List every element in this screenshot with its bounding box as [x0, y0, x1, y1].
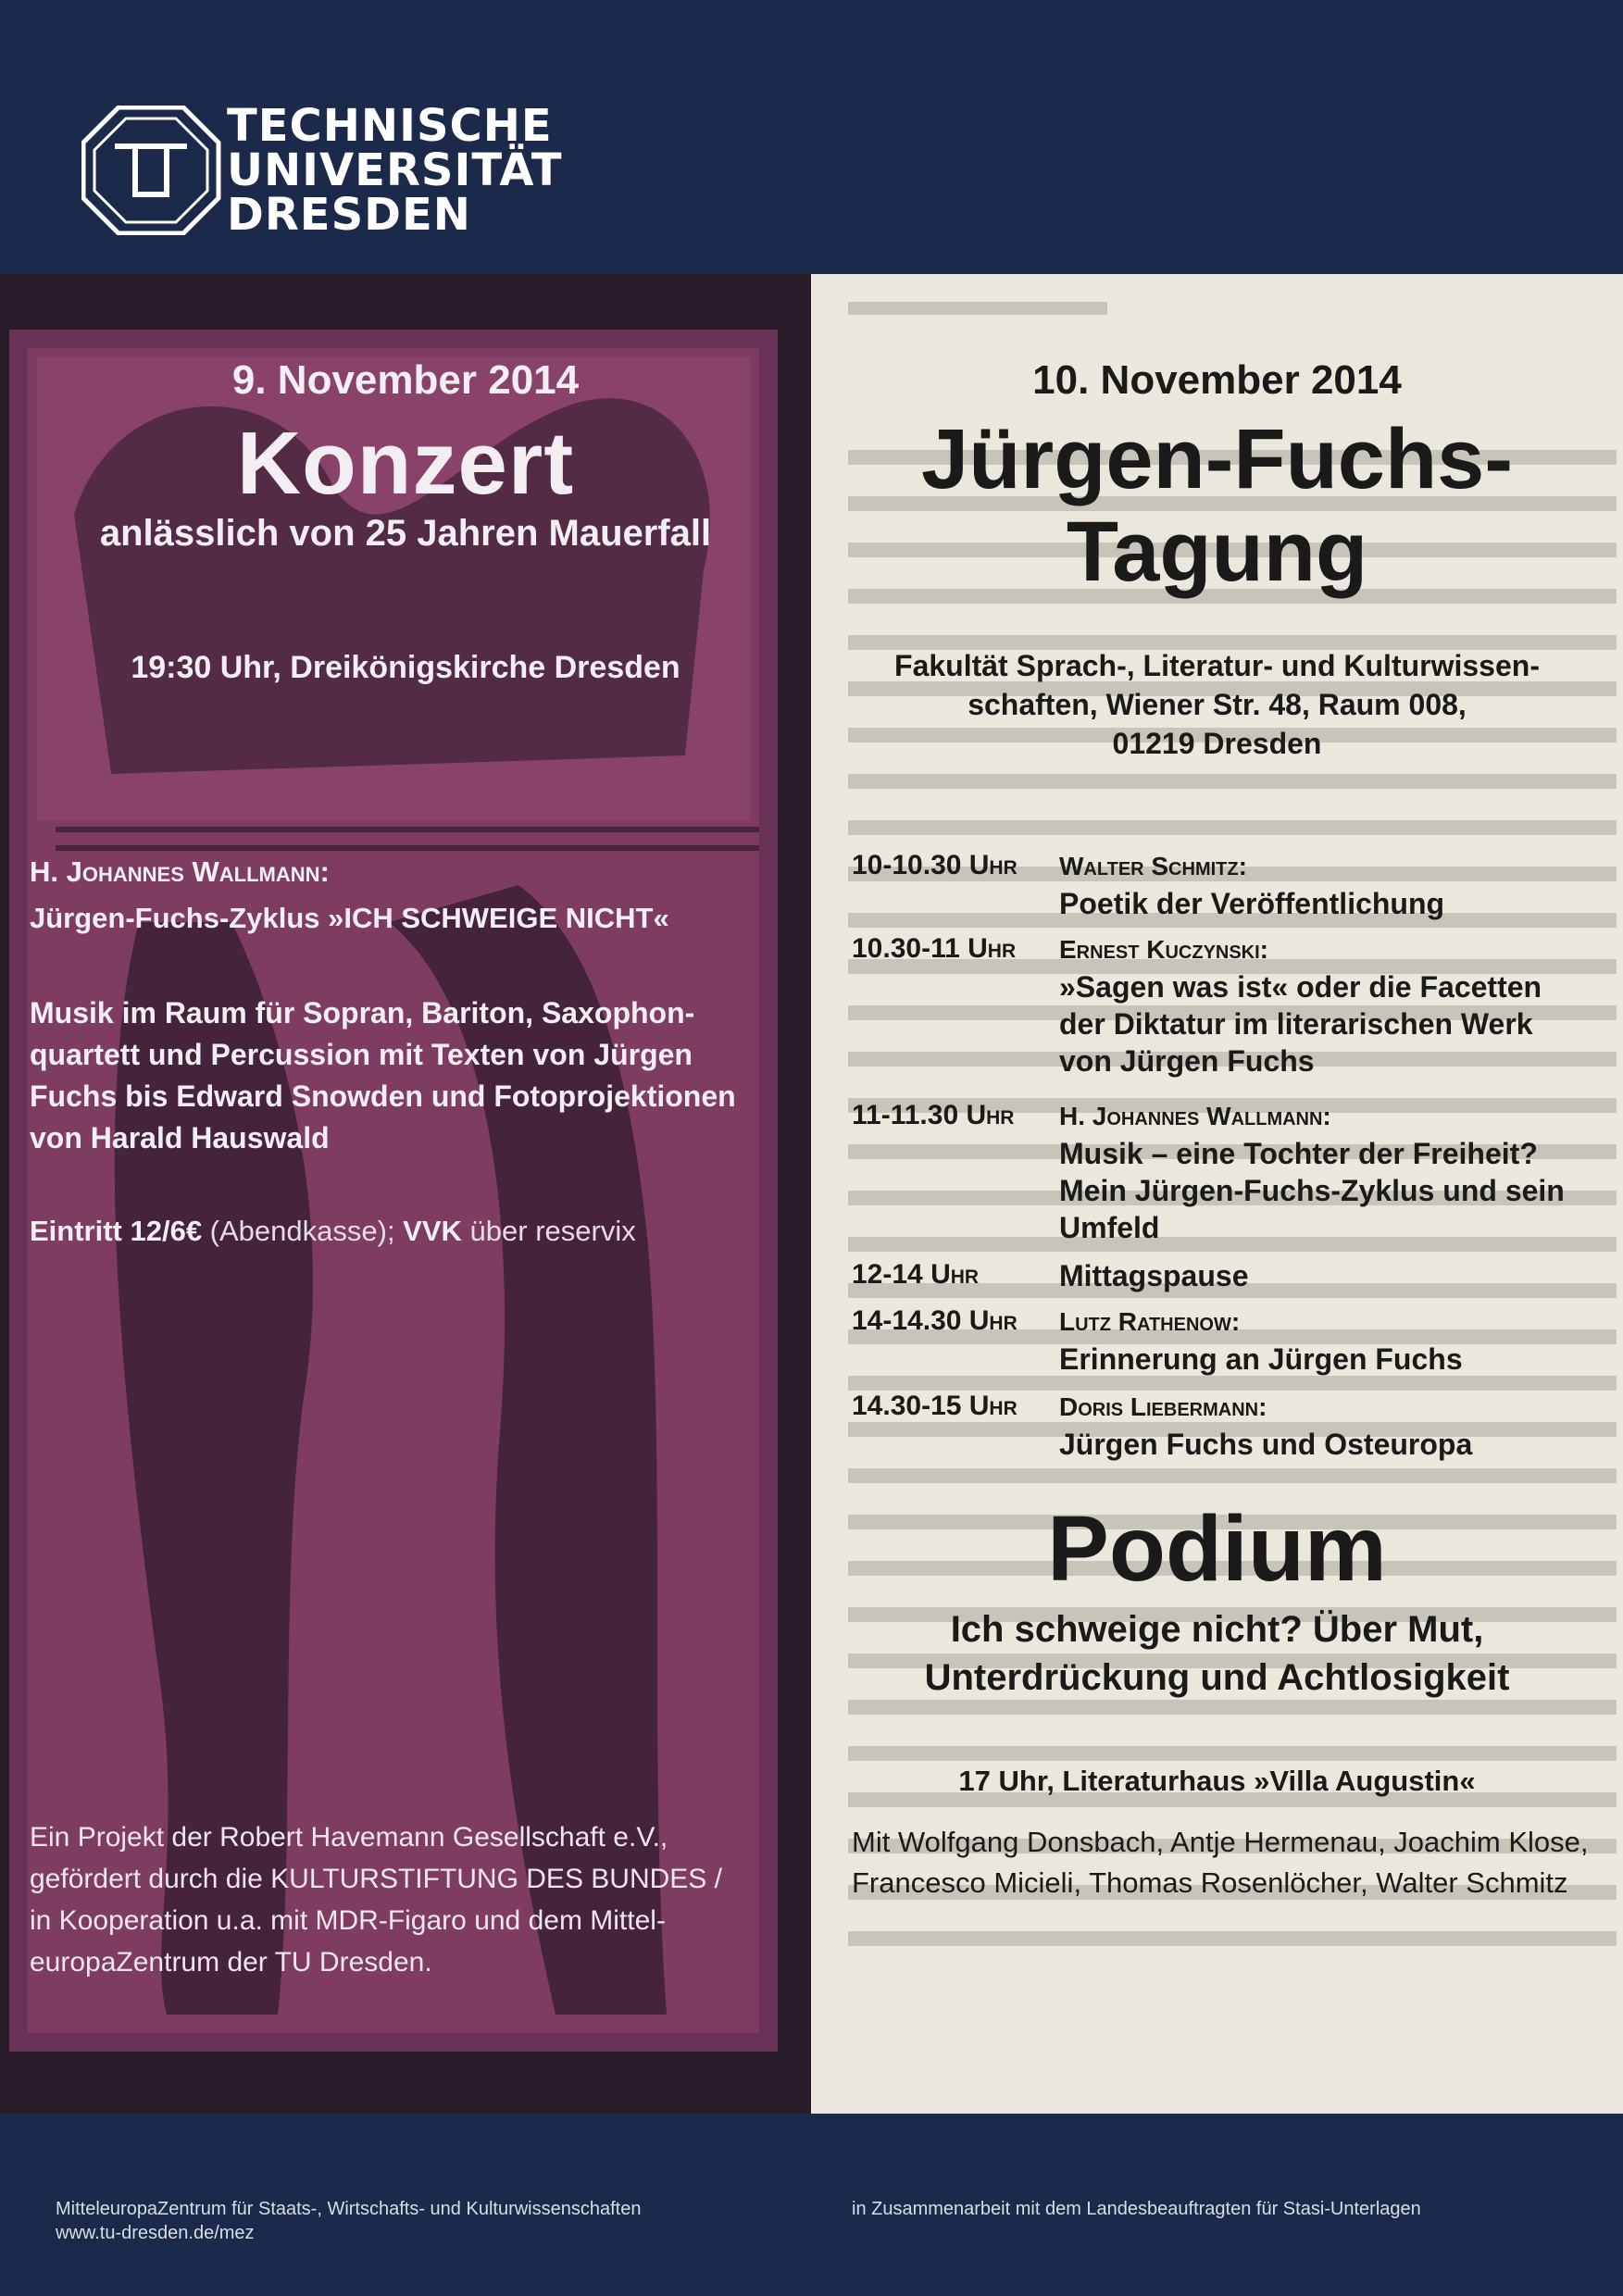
entry-vvk-note: über reservix: [461, 1215, 636, 1247]
venue-line: Fakultät Sprach-, Literatur- und Kulturwissen-: [894, 649, 1540, 682]
podium-guests: Mit Wolfgang Donsbach, Antje Hermenau, Joachim Klose, Francesco Micieli, Thomas Rosenlöcher, Walter Schmitz: [852, 1826, 1589, 1899]
conference-panel: [811, 274, 1623, 2114]
schedule-speaker: H. Johannes Wallmann:: [1059, 1102, 1331, 1130]
schedule-speaker: Doris Liebermann:: [1059, 1392, 1267, 1421]
venue-line: schaften, Wiener Str. 48, Raum 008,: [968, 688, 1467, 721]
credit-line: Ein Projekt der Robert Havemann Gesellschaft e.V.,: [30, 1822, 668, 1853]
conference-date: 10. November 2014: [1032, 357, 1402, 403]
footer-cooperation: in Zusammenarbeit mit dem Landesbeauftragten für Stasi-Unterlagen: [852, 2199, 1421, 2219]
logo-line-2: UNIVERSITÄT: [227, 144, 563, 196]
entry-price-note: (Abendkasse);: [202, 1215, 404, 1247]
composer-name: H. Johannes Wallmann:: [30, 855, 330, 888]
concert-description: [30, 992, 736, 1159]
schedule-talk: »Sagen was ist« oder die Facetten: [1059, 970, 1542, 1004]
schedule-time: 10.30-11 Uhr: [852, 933, 1017, 964]
credit-line: gefördert durch die KULTURSTIFTUNG DES BUNDES /: [30, 1864, 722, 1894]
entry-vvk: VVK: [403, 1215, 462, 1247]
credit-line: in Kooperation u.a. mit MDR-Figaro und dem Mittel-: [30, 1905, 666, 1936]
schedule-talk: Musik – eine Tochter der Freiheit?: [1059, 1137, 1538, 1170]
concert-title: Konzert: [236, 414, 575, 513]
podium-subtitle-line: Unterdrückung und Achtlosigkeit: [924, 1657, 1510, 1698]
schedule-speaker: Walter Schmitz:: [1059, 852, 1247, 880]
concert-time-place: 19:30 Uhr, Dreikönigskirche Dresden: [131, 650, 680, 685]
project-credits: [30, 1816, 722, 1983]
university-name: [227, 100, 563, 241]
description-line: Musik im Raum für Sopran, Bariton, Saxophon-: [30, 996, 695, 1029]
footer-bar: [0, 2114, 1623, 2296]
podium-subtitle: [811, 1605, 1623, 1702]
entry-info: [30, 1215, 636, 1248]
schedule-time: 12-14 Uhr: [852, 1259, 980, 1290]
podium-subtitle-line: Ich schweige nicht? Über Mut,: [950, 1609, 1484, 1650]
description-line: quartett und Percussion mit Texten von Jürgen: [30, 1038, 693, 1071]
concert-date: 9. November 2014: [231, 357, 580, 403]
podium-title: Podium: [1047, 1497, 1387, 1601]
description-line: von Harald Hauswald: [30, 1121, 330, 1154]
concert-panel: [0, 274, 811, 2114]
concert-cycle: Jürgen-Fuchs-Zyklus »ICH SCHWEIGE NICHT«: [30, 902, 669, 934]
concert-subtitle: anlässlich von 25 Jahren Mauerfall: [99, 513, 712, 554]
schedule-talk: Poetik der Veröffentlichung: [1059, 887, 1445, 920]
schedule-time: 14.30-15 Uhr: [852, 1391, 1017, 1421]
schedule-time: 14-14.30 Uhr: [852, 1305, 1017, 1336]
podium-time-place: 17 Uhr, Literaturhaus »Villa Augustin«: [958, 1765, 1476, 1797]
conference-title-line-1: Jürgen-Fuchs-: [921, 412, 1513, 506]
credit-line: europaZentrum der TU Dresden.: [30, 1947, 432, 1978]
header-bar: [0, 0, 1623, 274]
schedule-talk: Umfeld: [1059, 1211, 1160, 1244]
footer-institute: MitteleuropaZentrum für Staats-, Wirtschafts- und Kulturwissenschaften: [56, 2199, 642, 2219]
logo-line-1: TECHNISCHE: [227, 100, 553, 152]
schedule-talk: von Jürgen Fuchs: [1059, 1044, 1315, 1078]
schedule-talk: der Diktatur im literarischen Werk: [1059, 1007, 1533, 1041]
logo-line-3: DRESDEN: [227, 189, 471, 241]
footer-url[interactable]: www.tu-dresden.de/mez: [56, 2223, 255, 2243]
schedule-talk: Mittagspause: [1059, 1259, 1249, 1292]
conference-venue: [811, 646, 1623, 763]
entry-price: Eintritt 12/6€: [30, 1215, 203, 1247]
description-line: Fuchs bis Edward Snowden und Fotoprojektionen: [30, 1079, 736, 1113]
schedule-time: 10-10.30 Uhr: [852, 850, 1017, 880]
conference-title-line-2: Tagung: [1066, 505, 1368, 599]
venue-line: 01219 Dresden: [1112, 727, 1322, 760]
schedule-speaker: Ernest Kuczynski:: [1059, 935, 1269, 964]
schedule-time: 11-11.30 Uhr: [852, 1100, 1015, 1130]
schedule-talk: Erinnerung an Jürgen Fuchs: [1059, 1342, 1463, 1376]
schedule-talk: Jürgen Fuchs und Osteuropa: [1059, 1428, 1473, 1461]
schedule-talk: Mein Jürgen-Fuchs-Zyklus und sein: [1059, 1174, 1565, 1207]
schedule-speaker: Lutz Rathenow:: [1059, 1307, 1241, 1336]
